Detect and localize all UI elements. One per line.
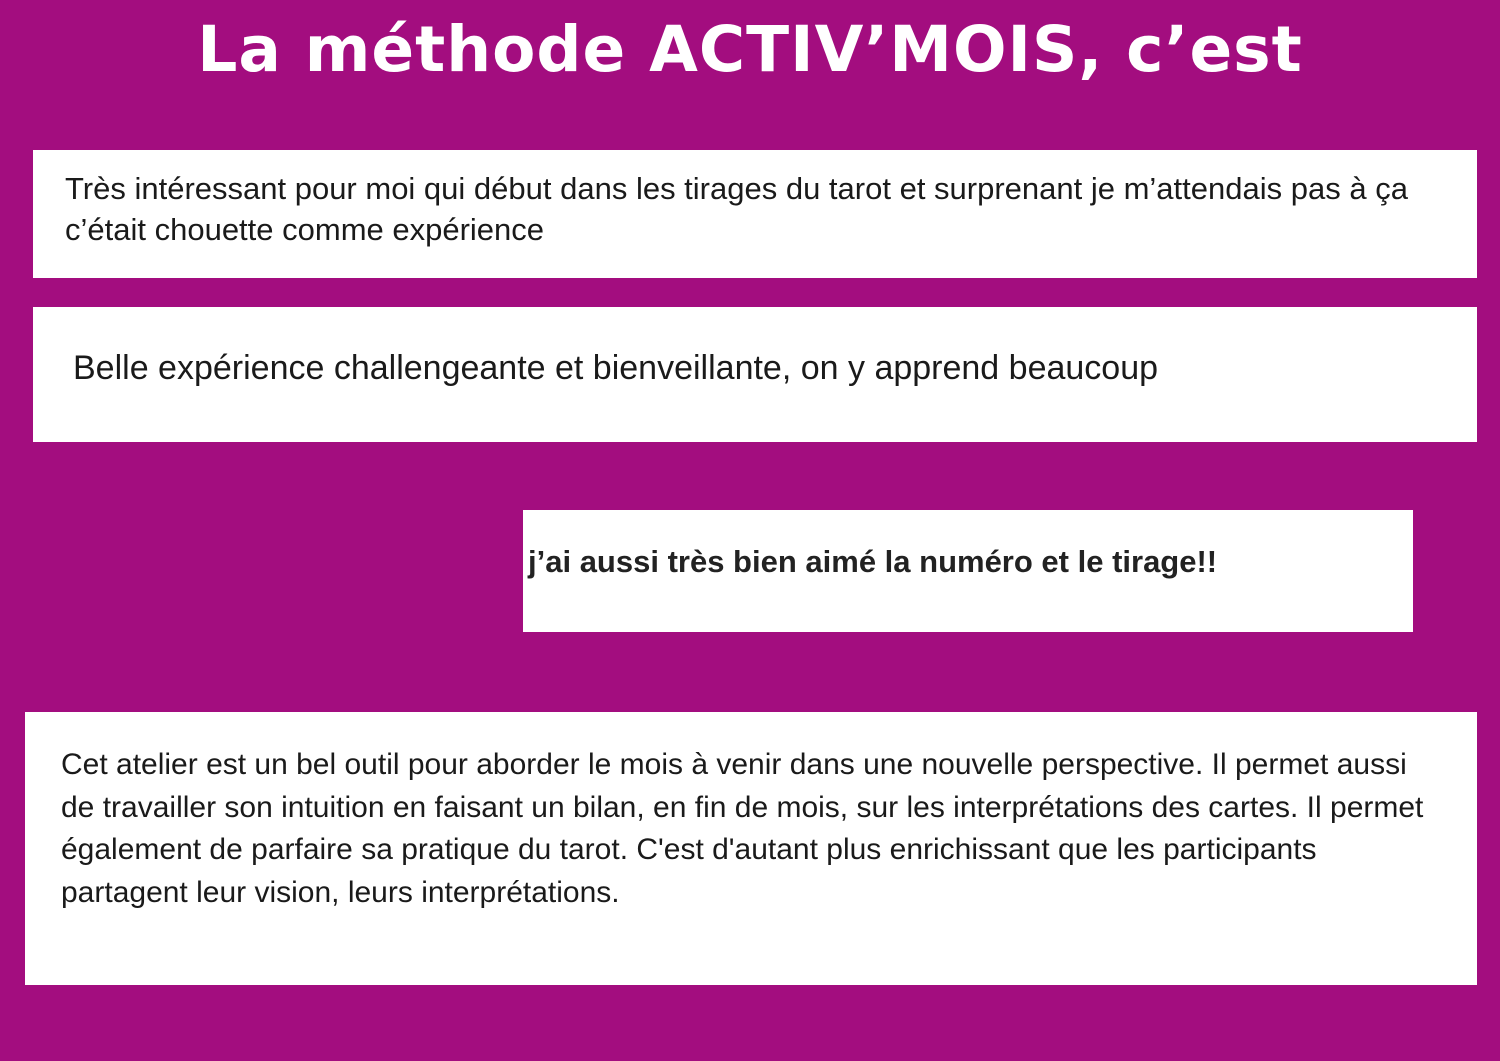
testimonial-card-1: [33, 150, 1477, 278]
testimonial-text-3: j’ai aussi très bien aimé la numéro et le tirage!!: [528, 544, 1218, 579]
testimonial-card-2: [33, 307, 1477, 442]
testimonial-card-4: [25, 712, 1477, 985]
testimonial-card-3: [523, 510, 1413, 632]
testimonial-text-2: Belle expérience challengeante et bienveillante, on y apprend beaucoup: [73, 349, 1159, 387]
testimonial-text-1: Très intéressant pour moi qui début dans les tirages du tarot et surprenant je m’attendais pas à ça c’était chouette comme expérience: [65, 171, 1408, 248]
testimonial-text-4: Cet atelier est un bel outil pour aborder le mois à venir dans une nouvelle perspective. Il permet aussi de travailler son intuition en faisant un bilan, en fin de mois, sur les interprétations des cartes. Il permet également de parfaire sa pratique du tarot. C'est d'autant plus enrichissant que les participants partagent leur vision, leurs interprétations.: [61, 748, 1424, 909]
page-title: La méthode ACTIV’MOIS, c’est: [197, 13, 1303, 86]
